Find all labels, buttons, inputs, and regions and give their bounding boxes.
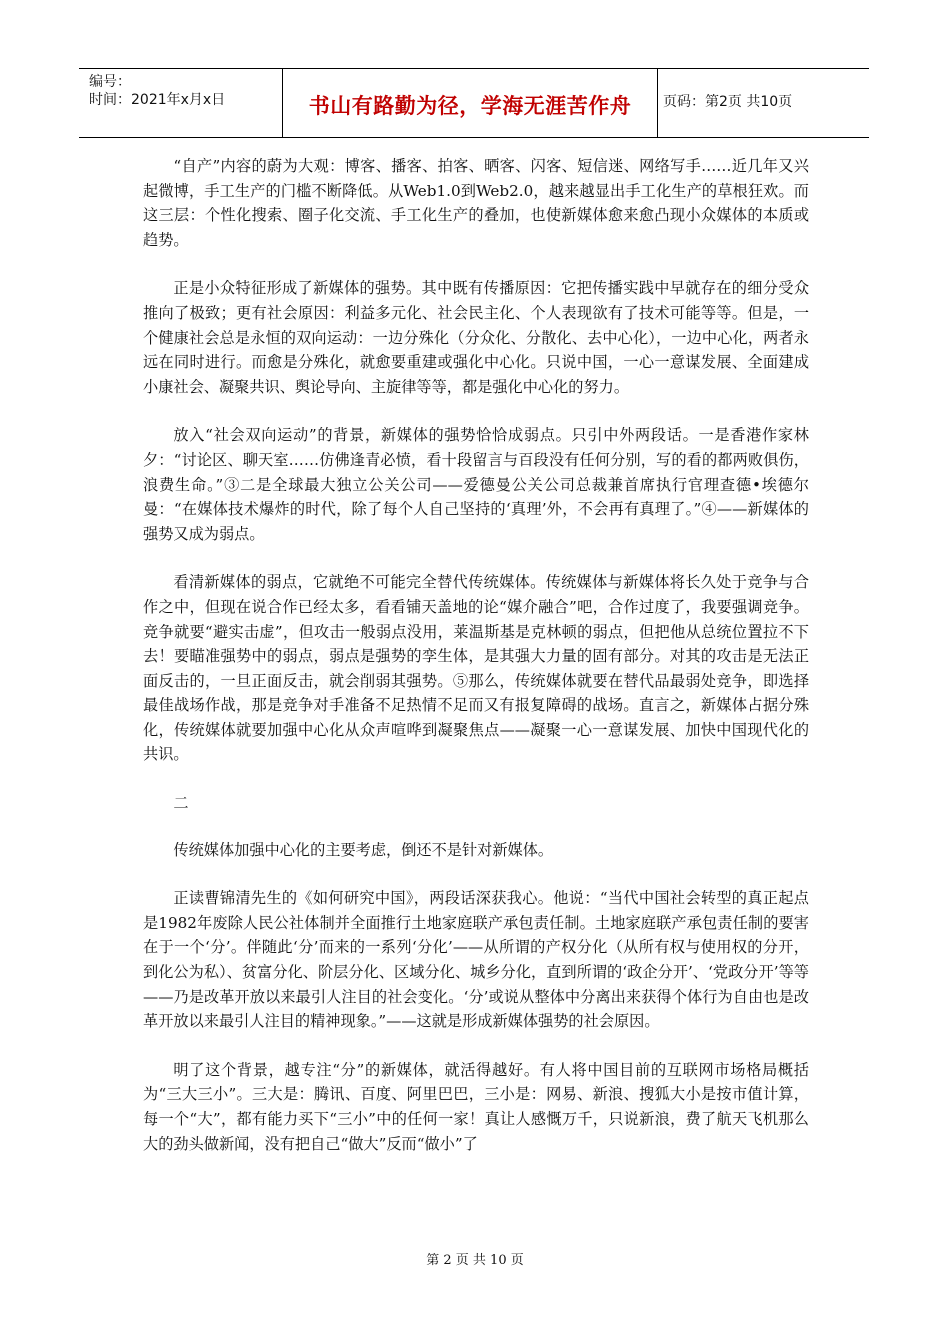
paragraph: 正是小众特征形成了新媒体的强势。其中既有传播原因：它把传播实践中早就存在的细分受众推向了极致；更有社会原因：利益多元化、社会民主化、个人表现欲有了技术可能等等。但是，一个健康社会总是永恒的双向运动：一边分殊化（分众化、分散化、去中心化），一边中心化，两者永远在同时进行。而愈是分殊化，就愈要重建或强化中心化。只说中国，一心一意谋发展、全面建成小康社会、凝聚共识、舆论导向、主旋律等等，都是强化中心化的努力。 bbox=[143, 279, 809, 396]
page-info: 页码：第2页 共10页 bbox=[663, 94, 793, 110]
paragraph: 放入“社会双向运动”的背景，新媒体的强势恰恰成弱点。只引中外两段话。一是香港作家林夕：“讨论区、聊天室……仿佛逢青必愤，看十段留言与百段没有任何分别，写的看的都两败俱伤，浪费生命。”③二是全球最大独立公关公司——爱德曼公关公司总裁兼首席执行官理查德•埃德尔曼：“在媒体技术爆炸的时代，除了每个人自己坚持的‘真理’外，不会再有真理了。”④——新媒体的强势又成为弱点。 bbox=[143, 426, 809, 543]
date-line: 时间：2021年x月x日 bbox=[89, 92, 226, 108]
header-left-cell bbox=[79, 69, 283, 137]
paragraph: 正读曹锦清先生的《如何研究中国》，两段话深获我心。他说：“当代中国社会转型的真正起点是1982年废除人民公社体制并全面推行土地家庭联产承包责任制。土地家庭联产承包责任制的要害在于一个‘分’。伴随此‘分’而来的一系列‘分化’——从所谓的产权分化（从所有权与使用权的分开，到化公为私）、贫富分化、阶层分化、区域分化、城乡分化，直到所谓的‘政企分开’、‘党政分开’等等——乃是改革开放以来最引人注目的社会变化。‘分’或说从整体中分离出来获得个体行为自由也是改革开放以来最引人注目的精神现象。”——这就是形成新媒体强势的社会原因。 bbox=[143, 889, 809, 1031]
code-label: 编号： bbox=[89, 74, 131, 90]
section-heading: 二 bbox=[173, 794, 189, 813]
paragraph: 传统媒体加强中心化的主要考虑，倒还不是针对新媒体。 bbox=[173, 840, 554, 859]
page-header bbox=[79, 68, 869, 138]
page-footer: 第 2 页 共 10 页 bbox=[426, 1253, 524, 1268]
motto-text: 书山有路勤为径，学海无涯苦作舟 bbox=[308, 94, 632, 118]
document-body bbox=[143, 154, 809, 1180]
paragraph: 看清新媒体的弱点，它就绝不可能完全替代传统媒体。传统媒体与新媒体将长久处于竞争与合作之中，但现在说合作已经太多，看看铺天盖地的论“媒介融合”吧，合作过度了，我要强调竞争。竞争就要“避实击虚”，但攻击一般弱点没用，莱温斯基是克林顿的弱点，但把他从总统位置拉不下去！要瞄准强势中的弱点，弱点是强势的孪生体，是其强大力量的固有部分。对其的攻击是无法正面反击的，一旦正面反击，就会削弱其强势。⑤那么，传统媒体就要在替代品最弱处竞争，即选择最佳战场作战，那是竞争对手准备不足热情不足而又有报复障碍的战场。直言之，新媒体占据分殊化，传统媒体就要加强中心化从众声喧哗到凝聚焦点——凝聚一心一意谋发展、加快中国现代化的共识。 bbox=[143, 573, 809, 764]
header-motto-cell bbox=[283, 69, 658, 137]
paragraph: 明了这个背景，越专注“分”的新媒体，就活得越好。有人将中国目前的互联网市场格局概括为“三大三小”。三大是：腾讯、百度、阿里巴巴，三小是：网易、新浪、搜狐大小是按市值计算，每一个“大”，都有能力买下“三小”中的任何一家！真让人感慨万千，只说新浪，费了航天飞机那么大的劲头做新闻，没有把自己“做大”反而“做小”了 bbox=[143, 1060, 809, 1153]
paragraph: “自产”内容的蔚为大观：博客、播客、拍客、晒客、闪客、短信迷、网络写手……近几年又兴起微博，手工生产的门槛不断降低。从Web1.0到Web2.0，越来越显出手工化生产的草根狂欢。而这三层：个性化搜索、圈子化交流、手工化生产的叠加，也使新媒体愈来愈凸现小众媒体的本质或趋势。 bbox=[143, 157, 809, 249]
